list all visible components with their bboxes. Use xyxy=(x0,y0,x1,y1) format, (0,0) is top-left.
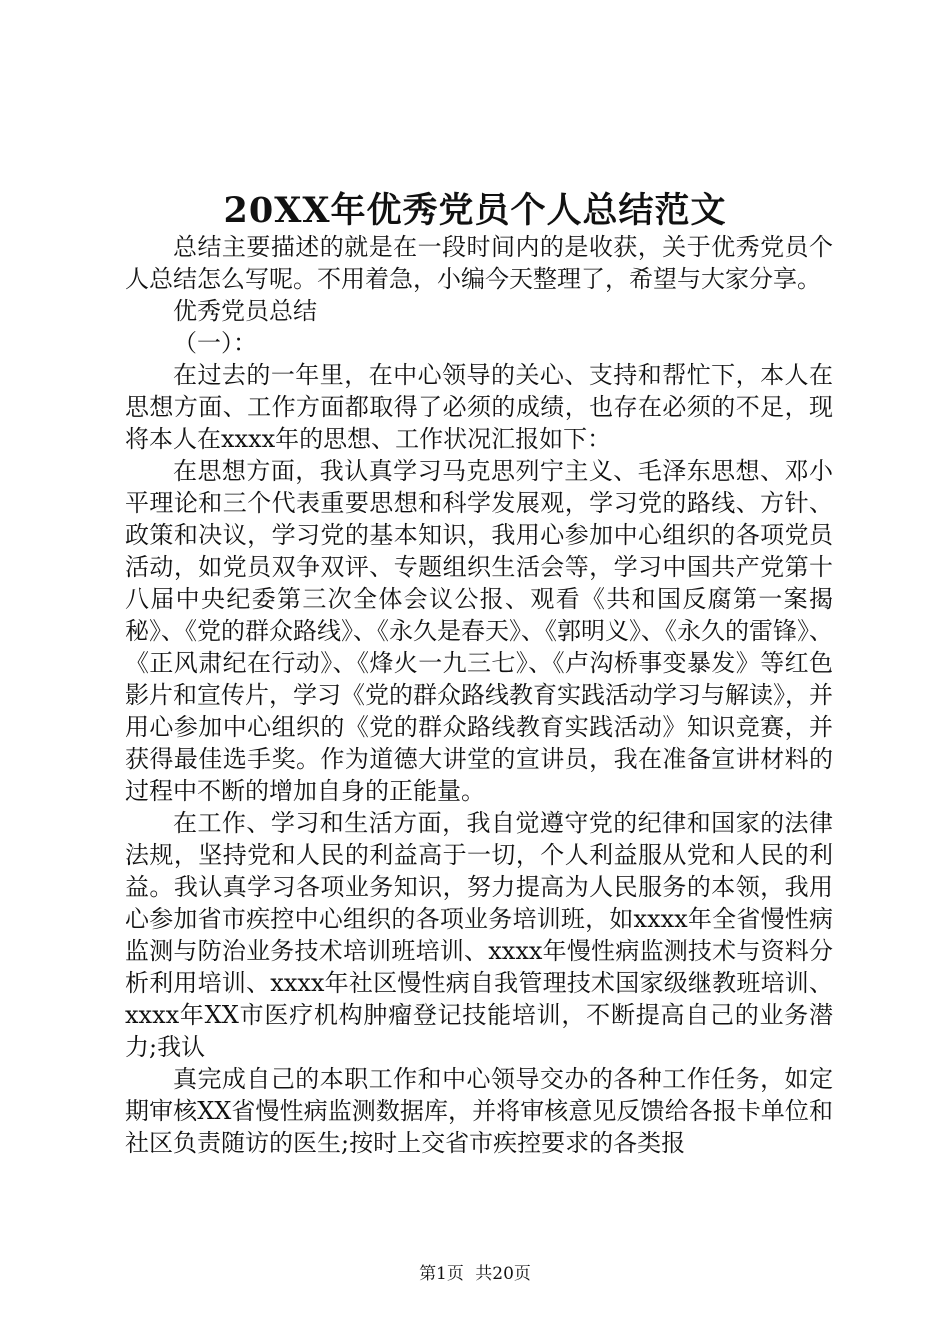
document-title: 20XX年优秀党员个人总结范文 xyxy=(223,190,727,231)
intro-paragraph: 总结主要描述的就是在一段时间内的是收获，关于优秀党员个人总结怎么写呢。不用着急，小编今天整理了，希望与大家分享。 xyxy=(125,233,833,293)
section-heading: 优秀党员总结 xyxy=(173,297,317,325)
document-body xyxy=(125,231,833,1159)
page-total: 共20页 xyxy=(475,1264,531,1284)
page-footer xyxy=(0,1263,950,1285)
body-paragraph: 在工作、学习和生活方面，我自觉遵守党的纪律和国家的法律法规，坚持党和人民的利益高于一切，个人利益服从党和人民的利益。我认真学习各项业务知识，努力提高为人民服务的本领，我用心参加省市疾控中心组织的各项业务培训班，如xxxx年全省慢性病监测与防治业务技术培训班培训、xxxx年慢性病监测技术与资料分析利用培训、xxxx年社区慢性病自我管理技术国家级继教班培训、xxxx年XX市医疗机构肿瘤登记技能培训，不断提高自己的业务潜力;我认 xyxy=(125,809,833,1061)
body-paragraph: 在过去的一年里，在中心领导的关心、支持和帮忙下，本人在思想方面、工作方面都取得了必须的成绩，也存在必须的不足，现将本人在xxxx年的思想、工作状况汇报如下： xyxy=(125,361,833,453)
page-number: 第1页 xyxy=(419,1264,464,1284)
body-paragraph: 在思想方面，我认真学习马克思列宁主义、毛泽东思想、邓小平理论和三个代表重要思想和科学发展观，学习党的路线、方针、政策和决议，学习党的基本知识，我用心参加中心组织的各项党员活动，如党员双争双评、专题组织生活会等，学习中国共产党第十八届中央纪委第三次全体会议公报、观看《共和国反腐第一案揭秘》、《党的群众路线》、《永久是春天》、《郭明义》、《永久的雷锋》、《正风肃纪在行动》、《烽火一九三七》、《卢沟桥事变暴发》等红色影片和宣传片，学习《党的群众路线教育实践活动学习与解读》，并用心参加中心组织的《党的群众路线教育实践活动》知识竞赛，并获得最佳选手奖。作为道德大讲堂的宣讲员，我在准备宣讲材料的过程中不断的增加自身的正能量。 xyxy=(125,457,833,805)
subsection-marker: （一）： xyxy=(173,329,257,357)
body-paragraph: 真完成自己的本职工作和中心领导交办的各种工作任务，如定期审核XX省慢性病监测数据库，并将审核意见反馈给各报卡单位和社区负责随访的医生;按时上交省市疾控要求的各类报 xyxy=(125,1065,833,1157)
